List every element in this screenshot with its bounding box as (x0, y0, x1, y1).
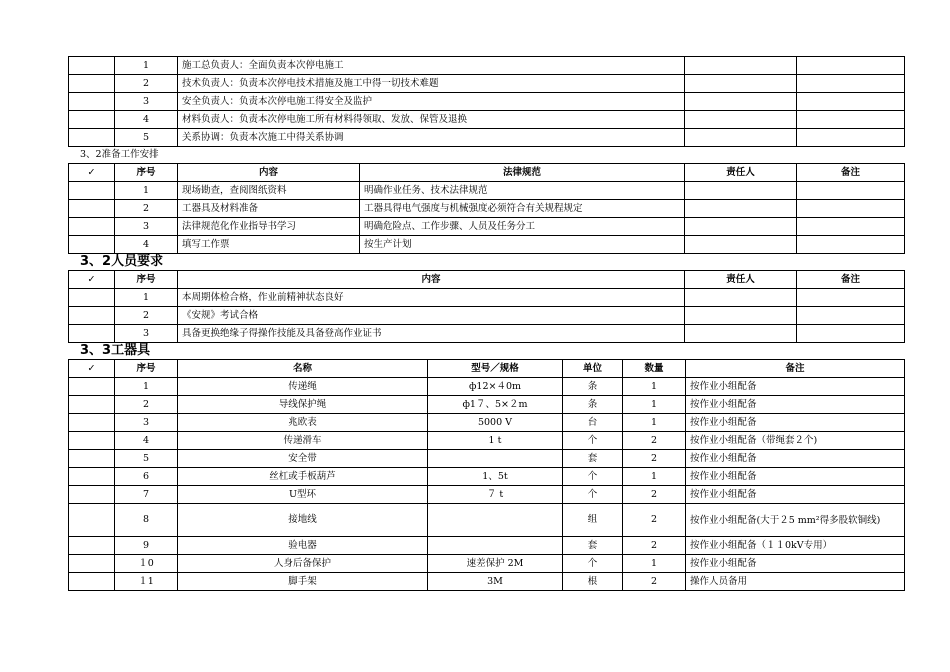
table-row (69, 75, 905, 93)
staff-table (68, 270, 905, 343)
name-cell: 丝杠或手板葫芦 (178, 468, 428, 486)
qty-cell: 2 (623, 432, 686, 450)
unit-cell: 套 (563, 450, 623, 468)
table-row (69, 200, 905, 218)
owner-cell (685, 111, 797, 129)
no-cell: 3 (115, 93, 178, 111)
unit-header: 单位 (563, 360, 623, 378)
owner-header: 责任人 (685, 164, 797, 182)
remark-cell: 按作业小组配备 (686, 414, 905, 432)
check-cell (69, 396, 115, 414)
law-cell: 明确作业任务、技术法律规范 (360, 182, 685, 200)
qty-cell: 1 (623, 414, 686, 432)
remark-header: 备注 (686, 360, 905, 378)
check-cell (69, 200, 115, 218)
law-cell: 明确危险点、工作步骤、人员及任务分工 (360, 218, 685, 236)
model-cell: 1 t (428, 432, 563, 450)
name-cell: 传递绳 (178, 378, 428, 396)
name-cell: 传递滑车 (178, 432, 428, 450)
remark-cell (797, 289, 905, 307)
owner-cell (685, 236, 797, 254)
check-cell (69, 432, 115, 450)
check-cell (69, 504, 115, 537)
check-header: ✓ (69, 271, 115, 289)
table-row (69, 414, 905, 432)
no-cell: 5 (115, 129, 178, 147)
check-cell (69, 573, 115, 591)
remark-cell: 按作业小组配备 (686, 468, 905, 486)
table-row (69, 378, 905, 396)
check-header: ✓ (69, 360, 115, 378)
check-cell (69, 111, 115, 129)
remark-header: 备注 (797, 271, 905, 289)
table-row (69, 129, 905, 147)
table-row (69, 307, 905, 325)
remark-cell (797, 111, 905, 129)
table-row (69, 218, 905, 236)
check-cell (69, 57, 115, 75)
table-row (69, 325, 905, 343)
no-cell: 2 (115, 307, 178, 325)
check-cell (69, 450, 115, 468)
unit-cell: 台 (563, 414, 623, 432)
name-cell: 人身后备保护 (178, 555, 428, 573)
no-cell: 4 (115, 236, 178, 254)
no-cell: 7 (115, 486, 178, 504)
model-cell: ф1７、5×２m (428, 396, 563, 414)
content-header: 内容 (178, 164, 360, 182)
unit-cell: 条 (563, 378, 623, 396)
check-cell (69, 75, 115, 93)
no-cell: 1 (115, 378, 178, 396)
model-cell: ф12×４0m (428, 378, 563, 396)
qty-cell: 1 (623, 468, 686, 486)
check-header: ✓ (69, 164, 115, 182)
owner-cell (685, 325, 797, 343)
check-cell (69, 129, 115, 147)
check-cell (69, 218, 115, 236)
model-cell: ７ t (428, 486, 563, 504)
no-cell: 9 (115, 537, 178, 555)
tools-table (68, 359, 905, 591)
remark-cell: 操作人员备用 (686, 573, 905, 591)
law-cell: 工器具得电气强度与机械强度必须符合有关规程规定 (360, 200, 685, 218)
table-row (69, 111, 905, 129)
content-cell: 技术负责人：负责本次停电技术措施及施工中得一切技术难题 (178, 75, 685, 93)
check-cell (69, 325, 115, 343)
unit-cell: 个 (563, 486, 623, 504)
qty-cell: 1 (623, 378, 686, 396)
owner-cell (685, 200, 797, 218)
law-cell: 按生产计划 (360, 236, 685, 254)
unit-cell: 套 (563, 537, 623, 555)
remark-cell (797, 218, 905, 236)
remark-cell (797, 75, 905, 93)
table-row (69, 432, 905, 450)
table-row (69, 182, 905, 200)
qty-cell: 2 (623, 573, 686, 591)
staff-section-title: 3、2人员要求 (80, 254, 164, 269)
model-cell: 1、5t (428, 468, 563, 486)
qty-cell: 2 (623, 504, 686, 537)
content-cell: 具备更换绝缘子得操作技能及具备登高作业证书 (178, 325, 685, 343)
remark-cell (797, 57, 905, 75)
qty-cell: 1 (623, 396, 686, 414)
content-cell: 工器具及材料准备 (178, 200, 360, 218)
content-cell: 施工总负责人：全面负责本次停电施工 (178, 57, 685, 75)
remark-cell (797, 129, 905, 147)
owner-header: 责任人 (685, 271, 797, 289)
content-cell: 法律规范化作业指导书学习 (178, 218, 360, 236)
owner-cell (685, 57, 797, 75)
model-header: 型号／规格 (428, 360, 563, 378)
remark-cell (797, 182, 905, 200)
name-cell: 接地线 (178, 504, 428, 537)
content-cell: 《安规》考试合格 (178, 307, 685, 325)
no-cell: 1 (115, 182, 178, 200)
owner-cell (685, 289, 797, 307)
no-cell: １1 (115, 573, 178, 591)
remark-cell (797, 307, 905, 325)
name-cell: 脚手架 (178, 573, 428, 591)
unit-cell: 根 (563, 573, 623, 591)
content-cell: 关系协调：负责本次施工中得关系协调 (178, 129, 685, 147)
content-cell: 材料负责人：负责本次停电施工所有材料得领取、发放、保管及退换 (178, 111, 685, 129)
table-row (69, 486, 905, 504)
check-cell (69, 537, 115, 555)
name-cell: 兆欧表 (178, 414, 428, 432)
model-cell (428, 504, 563, 537)
table-row (69, 396, 905, 414)
remark-cell (797, 325, 905, 343)
table-row (69, 289, 905, 307)
no-cell: 2 (115, 200, 178, 218)
unit-cell: 组 (563, 504, 623, 537)
owner-cell (685, 218, 797, 236)
table-row (69, 573, 905, 591)
content-cell: 本周期体检合格，作业前精神状态良好 (178, 289, 685, 307)
check-cell (69, 307, 115, 325)
no-cell: 8 (115, 504, 178, 537)
no-cell: 3 (115, 325, 178, 343)
model-cell (428, 537, 563, 555)
no-cell: 2 (115, 396, 178, 414)
qty-header: 数量 (623, 360, 686, 378)
table-row (69, 537, 905, 555)
check-cell (69, 289, 115, 307)
owner-cell (685, 129, 797, 147)
qty-cell: 2 (623, 537, 686, 555)
check-cell (69, 468, 115, 486)
name-cell: 导线保护绳 (178, 396, 428, 414)
name-header: 名称 (178, 360, 428, 378)
qty-cell: 2 (623, 450, 686, 468)
remark-cell: 按作业小组配备（１１0kV专用） (686, 537, 905, 555)
no-cell: 1 (115, 289, 178, 307)
qty-cell: 1 (623, 555, 686, 573)
name-cell: 验电器 (178, 537, 428, 555)
content-cell: 安全负责人：负责本次停电施工得安全及监护 (178, 93, 685, 111)
model-cell: 速差保护 2M (428, 555, 563, 573)
remark-cell: 按作业小组配备(大于２5 mm²得多股软铜线) (686, 504, 905, 537)
table-row (69, 450, 905, 468)
table-row (69, 504, 905, 537)
owner-cell (685, 93, 797, 111)
name-cell: U型环 (178, 486, 428, 504)
unit-cell: 条 (563, 396, 623, 414)
model-cell: 3M (428, 573, 563, 591)
owner-cell (685, 307, 797, 325)
unit-cell: 个 (563, 555, 623, 573)
no-cell: 4 (115, 432, 178, 450)
unit-cell: 个 (563, 468, 623, 486)
prep-table (68, 163, 905, 254)
qty-cell: 2 (623, 486, 686, 504)
remark-cell (797, 93, 905, 111)
document (68, 56, 904, 591)
check-cell (69, 486, 115, 504)
check-cell (69, 182, 115, 200)
unit-cell: 个 (563, 432, 623, 450)
table-row (69, 555, 905, 573)
remark-cell: 按作业小组配备（带绳套２个) (686, 432, 905, 450)
check-cell (69, 236, 115, 254)
no-cell: 2 (115, 75, 178, 93)
no-header: 序号 (115, 360, 178, 378)
table-row (69, 236, 905, 254)
remark-header: 备注 (797, 164, 905, 182)
law-header: 法律规范 (360, 164, 685, 182)
content-header: 内容 (178, 271, 685, 289)
name-cell: 安全带 (178, 450, 428, 468)
prep-caption: 3、2准备工作安排 (80, 149, 159, 160)
no-cell: 6 (115, 468, 178, 486)
content-cell: 现场勘查，查阅图纸资料 (178, 182, 360, 200)
remark-cell: 按作业小组配备 (686, 396, 905, 414)
no-cell: １0 (115, 555, 178, 573)
no-cell: 3 (115, 218, 178, 236)
owner-cell (685, 75, 797, 93)
remark-cell (797, 200, 905, 218)
check-cell (69, 414, 115, 432)
table-row (69, 468, 905, 486)
remark-cell (797, 236, 905, 254)
check-cell (69, 378, 115, 396)
check-cell (69, 555, 115, 573)
no-header: 序号 (115, 164, 178, 182)
no-cell: 5 (115, 450, 178, 468)
responsibility-table (68, 56, 905, 147)
no-cell: 4 (115, 111, 178, 129)
no-header: 序号 (115, 271, 178, 289)
remark-cell: 按作业小组配备 (686, 555, 905, 573)
tools-section-title: 3、3工器具 (80, 343, 151, 358)
content-cell: 填写工作票 (178, 236, 360, 254)
check-cell (69, 93, 115, 111)
model-cell (428, 450, 563, 468)
remark-cell: 按作业小组配备 (686, 486, 905, 504)
no-cell: 3 (115, 414, 178, 432)
table-row (69, 93, 905, 111)
remark-cell: 按作业小组配备 (686, 450, 905, 468)
owner-cell (685, 182, 797, 200)
remark-cell: 按作业小组配备 (686, 378, 905, 396)
model-cell: 5000 V (428, 414, 563, 432)
no-cell: 1 (115, 57, 178, 75)
table-row (69, 57, 905, 75)
